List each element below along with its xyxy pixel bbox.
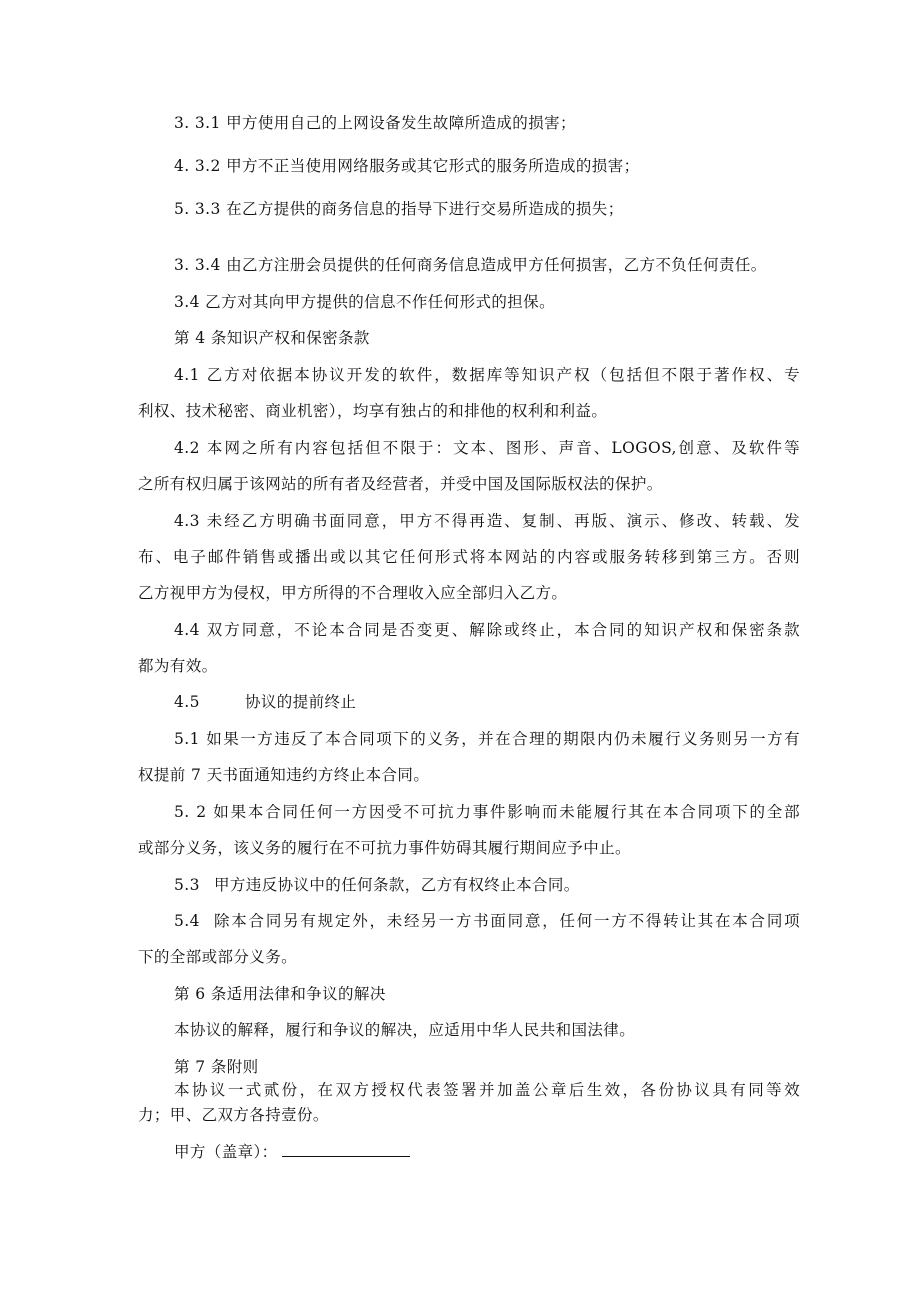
clause-3-4-b: 3.4 乙方对其向甲方提供的信息不作任何形式的担保。 — [174, 293, 555, 311]
clause-4-2-line1: 4.2 本网之所有内容包括但不限于：文本、图形、声音、LOGOS,创意、及软件等 — [174, 439, 800, 457]
article-6-heading: 第 6 条适用法律和争议的解决 — [174, 985, 386, 1003]
clause-4-3-line3: 乙方视甲方为侵权，甲方所得的不合理收入应全部归入乙方。 — [138, 584, 568, 602]
clause-3-1: 3. 3.1 甲方使用自己的上网设备发生故障所造成的损害； — [174, 114, 576, 132]
clause-4-2-line2: 之所有权归属于该网站的所有者及经营者，并受中国及国际版权法的保护。 — [138, 475, 663, 493]
clause-4-4-line2: 都为有效。 — [138, 657, 218, 675]
clause-5-1-line2: 权提前 7 天书面通知违约方终止本合同。 — [138, 766, 430, 784]
clause-4-3-line1: 4.3 未经乙方明确书面同意，甲方不得再造、复制、再版、演示、修改、转载、发 — [174, 512, 800, 530]
clause-3-2: 4. 3.2 甲方不正当使用网络服务或其它形式的服务所造成的损害； — [174, 157, 640, 175]
article-6-text: 本协议的解释，履行和争议的解决，应适用中华人民共和国法律。 — [174, 1021, 636, 1039]
clause-5-4-line2: 下的全部或部分义务。 — [138, 948, 298, 966]
clause-4-1-line1: 4.1 乙方对依据本协议开发的软件，数据库等知识产权（包括但不限于著作权、专 — [174, 366, 800, 384]
article-4-heading: 第 4 条知识产权和保密条款 — [174, 329, 370, 347]
signature-blank — [282, 1142, 410, 1157]
clause-4-1-line2: 利权、技术秘密、商业机密），均享有独占的和排他的权利和利益。 — [138, 402, 608, 420]
clause-4-4-line1: 4.4 双方同意，不论本合同是否变更、解除或终止，本合同的知识产权和保密条款 — [174, 621, 800, 639]
clause-3-3: 5. 3.3 在乙方提供的商务信息的指导下进行交易所造成的损失； — [174, 200, 624, 218]
clause-3-4: 3. 3.4 由乙方注册会员提供的任何商务信息造成甲方任何损害，乙方不负任何责任。 — [174, 256, 767, 274]
clause-5-3-number: 5.3 — [174, 876, 200, 894]
article-7-line2: 力；甲、乙双方各持壹份。 — [138, 1106, 329, 1124]
clause-5-4-number: 5.4 — [174, 912, 200, 930]
article-7-heading: 第 7 条附则 — [174, 1058, 259, 1076]
party-a-seal-label: 甲方（盖章）： — [174, 1143, 278, 1161]
clause-5-4-line1: 除本合同另有规定外，未经另一方书面同意，任何一方不得转让其在本合同项 — [214, 912, 800, 930]
clause-5-3-text: 甲方违反协议中的任何条款，乙方有权终止本合同。 — [214, 876, 580, 894]
clause-5-2-line2: 或部分义务，该义务的履行在不可抗力事件妨碍其履行期间应予中止。 — [138, 839, 631, 857]
clause-5-2-line1: 5. 2 如果本合同任何一方因受不可抗力事件影响而未能履行其在本合同项下的全部 — [174, 803, 800, 821]
clause-4-5-number: 4.5 — [174, 693, 200, 711]
clause-4-5-title: 协议的提前终止 — [245, 693, 357, 711]
clause-5-1-line1: 5.1 如果一方违反了本合同项下的义务，并在合理的期限内仍未履行义务则另一方有 — [174, 730, 800, 748]
party-a-seal-line — [174, 1142, 410, 1162]
clause-4-3-line2: 布、电子邮件销售或播出或以其它任何形式将本网站的内容或服务转移到第三方。否则 — [138, 548, 800, 566]
article-7-line1: 本协议一式贰份，在双方授权代表签署并加盖公章后生效，各份协议具有同等效 — [174, 1081, 800, 1099]
